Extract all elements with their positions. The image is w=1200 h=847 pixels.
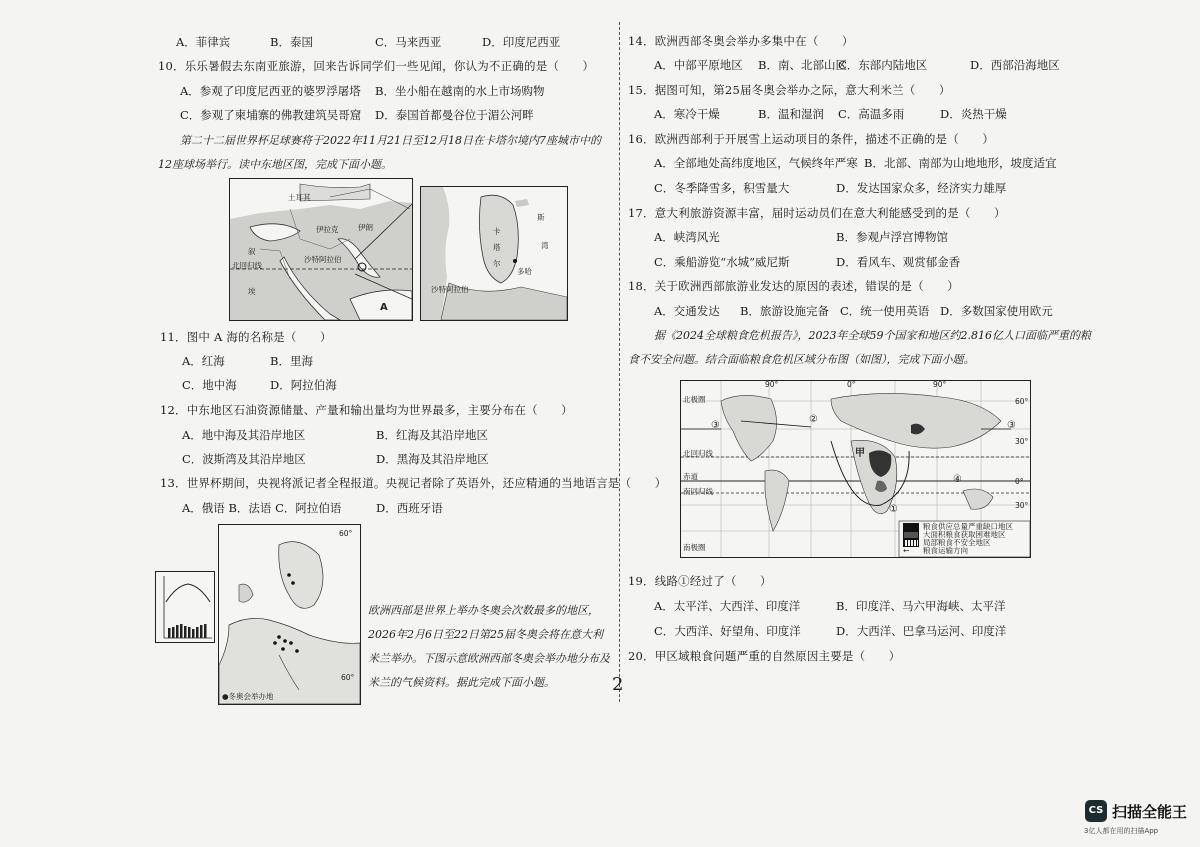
q16-option-d: D．发达国家众多，经济实力雄厚 <box>836 181 1007 195</box>
map1-label-a-sea: A <box>380 302 388 313</box>
q17-option-b: B．参观卢浮宫博物馆 <box>836 230 948 244</box>
map3-lat-60: 60° <box>1015 397 1029 406</box>
q12-option-b: B．红海及其沿岸地区 <box>376 428 488 442</box>
inset-label-ta: 塔 <box>493 243 501 252</box>
q12-option-c: C．波斯湾及其沿岸地区 <box>182 452 306 466</box>
q18-option-d: D．多数国家使用欧元 <box>940 304 1053 318</box>
intro-worldcup-line1: 第二十二届世界杯足球赛将于2022年11月21日至12月18日在卡塔尔境内7座城市中的 <box>180 134 601 147</box>
q15-stem: 15．据图可知，第25届冬奥会举办之际，意大利米兰（ ） <box>628 83 951 97</box>
map1-label-saudi: 沙特阿拉伯 <box>304 255 342 264</box>
q19-stem: 19．线路①经过了（ ） <box>628 574 772 588</box>
q17-stem: 17．意大利旅游资源丰富，届时运动员们在意大利能感受到的是（ ） <box>628 206 1006 220</box>
q9-option-b: B．泰国 <box>270 35 313 49</box>
q10-option-b: B．坐小船在越南的水上市场购物 <box>375 84 545 98</box>
q16-option-b: B．北部、南部为山地地形，坡度适宜 <box>864 156 1057 170</box>
q15-option-d: D．炎热干燥 <box>940 107 1007 121</box>
europe-map-graphic <box>219 525 360 704</box>
inset-label-er: 尔 <box>493 259 501 268</box>
legend-label-severe: 粮食供应总量严重缺口地区 <box>923 522 1013 531</box>
inset-label-si: 斯 <box>537 213 545 222</box>
inset-label-saudi: 沙特阿拉伯 <box>431 285 469 294</box>
legend-label-local: 局部粮食不安全地区 <box>923 538 991 547</box>
map3-lat-0: 0° <box>1015 477 1024 486</box>
q13-option-d: D．西班牙语 <box>376 501 443 515</box>
legend-label-widespread: 大面积粮食获取困难地区 <box>923 530 1006 539</box>
inset-label-ka: 卡 <box>493 227 501 236</box>
map3-route-2: ② <box>809 414 818 425</box>
q11-stem: 11．图中 A 海的名称是（ ） <box>160 330 332 344</box>
map2-legend: ●冬奥会举办地 <box>222 692 274 701</box>
q11-option-a: A．红海 <box>182 354 225 368</box>
map1-label-tropic: 北回归线 <box>232 261 262 270</box>
middle-east-map <box>229 178 413 321</box>
map3-lat-30s: 30° <box>1015 501 1029 510</box>
q18-option-c: C．统一使用英语 <box>840 304 930 318</box>
map3-lat-30: 30° <box>1015 437 1029 446</box>
inset-label-doha: 多哈 <box>517 267 532 276</box>
map3-tropic-cancer: 北回归线 <box>683 449 713 458</box>
map3-equator: 赤道 <box>683 472 698 481</box>
q19-option-a: A．太平洋、大西洋、印度洋 <box>654 599 801 613</box>
map3-route-4: ④ <box>953 474 962 485</box>
q12-option-a: A．地中海及其沿岸地区 <box>182 428 306 442</box>
legend-label-transport: 粮食运输方向 <box>923 546 968 555</box>
intro-food-line1: 据《2024全球粮食危机报告》，2023年全球59个国家和地区约2.816亿人口面临严重的粮 <box>654 329 1091 342</box>
milan-climate-chart-graphic <box>156 572 214 642</box>
q16-option-a: A．全部地处高纬度地区，气候终年严寒 <box>654 156 858 170</box>
map3-route-1: ① <box>889 504 898 515</box>
q9-option-a: A．菲律宾 <box>176 35 231 49</box>
camscanner-tagline: 3亿人都在用的扫描App <box>1084 827 1159 835</box>
q10-option-d: D．泰国首都曼谷位于湄公河畔 <box>375 108 534 122</box>
map1-label-iran: 伊朗 <box>358 223 373 232</box>
q14-option-a: A．中部平原地区 <box>654 58 743 72</box>
qatar-inset-map <box>420 186 568 321</box>
q13-stem: 13．世界杯期间，央视将派记者全程报道。央视记者除了英语外，还应精通的当地语言是（ ） <box>160 476 667 490</box>
q16-stem: 16．欧洲西部利于开展雪上运动项目的条件，描述不正确的是（ ） <box>628 132 995 146</box>
q12-option-d: D．黑海及其沿岸地区 <box>376 452 489 466</box>
map3-route-3-left: ③ <box>711 420 720 431</box>
q14-option-d: D．西部沿海地区 <box>970 58 1060 72</box>
map1-label-egypt: 埃 <box>248 287 256 296</box>
q19-option-d: D．大西洋、巴拿马运河、印度洋 <box>836 624 1007 638</box>
q19-option-b: B．印度洋、马六甲海峡、太平洋 <box>836 599 1006 613</box>
qatar-inset-map-graphic <box>421 187 567 320</box>
page-number: 2 <box>612 674 624 695</box>
q9-option-d: D．印度尼西亚 <box>482 35 561 49</box>
q18-stem: 18．关于欧洲西部旅游业发达的原因的表述，错误的是（ ） <box>628 279 959 293</box>
map1-label-syria: 叙 <box>248 247 256 256</box>
q15-option-b: B．温和湿润 <box>758 107 824 121</box>
q20-stem: 20．甲区域粮食问题严重的自然原因主要是（ ） <box>628 649 901 663</box>
intro-worldcup-line2: 12座球场举行。读中东地区图，完成下面小题。 <box>158 158 392 171</box>
q18-option-a: A．交通发达 <box>654 304 720 318</box>
intro-olympics-line4: 米兰的气候资料。据此完成下面小题。 <box>368 676 555 689</box>
intro-olympics-line2: 2026年2月6日至22日第25届冬奥会将在意大利 <box>368 628 603 641</box>
q10-option-c: C．参观了柬埔寨的佛教建筑吴哥窟 <box>180 108 362 122</box>
map2-label-lat-bottom: 60° <box>341 673 355 682</box>
intro-food-line2: 食不安全问题。结合面临粮食危机区域分布图（如图），完成下面小题。 <box>628 353 975 366</box>
page-fold-line <box>619 22 620 702</box>
q14-option-b: B．南、北部山区 <box>758 58 847 72</box>
camscanner-name: 扫描全能王 <box>1112 803 1188 821</box>
map3-legend-transport <box>903 546 968 556</box>
q17-option-a: A．峡湾风光 <box>654 230 720 244</box>
europe-winter-olympics-map <box>218 524 361 705</box>
middle-east-map-graphic <box>230 179 412 320</box>
q17-option-d: D．看风车、观赏郁金香 <box>836 255 961 269</box>
q16-option-c: C．冬季降雪多，积雪量大 <box>654 181 790 195</box>
world-food-crisis-map <box>680 380 1031 558</box>
q17-option-c: C．乘船游览“水城”威尼斯 <box>654 255 790 269</box>
q10-stem: 10．乐乐暑假去东南亚旅游，回来告诉同学们一些见闻，你认为不正确的是（ ） <box>158 59 595 73</box>
camscanner-logo-icon: CS <box>1085 800 1107 822</box>
map1-label-turkey: 土耳其 <box>288 193 311 202</box>
map3-lon-90w: 90° <box>765 380 779 389</box>
q13-option-abc: A．俄语 B．法语 C．阿拉伯语 <box>182 501 342 515</box>
map1-label-iraq: 伊拉克 <box>316 225 339 234</box>
q14-stem: 14．欧洲西部冬奥会举办多集中在（ ） <box>628 34 854 48</box>
inset-label-wan: 湾 <box>541 241 549 250</box>
intro-olympics-line1: 欧洲西部是世界上举办冬奥会次数最多的地区， <box>368 604 599 617</box>
q11-option-d: D．阿拉伯海 <box>270 378 337 392</box>
map3-lon-90e: 90° <box>933 380 947 389</box>
q9-option-c: C．马来西亚 <box>375 35 442 49</box>
intro-olympics-line3: 米兰举办。下图示意欧洲西部冬奥会举办地分布及 <box>368 652 610 665</box>
map3-tropic-capricorn: 南回归线 <box>683 487 713 496</box>
q19-option-c: C．大西洋、好望角、印度洋 <box>654 624 801 638</box>
q14-option-c: C．东部内陆地区 <box>838 58 928 72</box>
map3-arctic-circle: 北极圈 <box>683 395 706 404</box>
map3-route-3-right: ③ <box>1007 420 1016 431</box>
q11-option-b: B．里海 <box>270 354 313 368</box>
q18-option-b: B．旅游设施完备 <box>740 304 829 318</box>
map3-region-jia: 甲 <box>855 448 865 459</box>
arrow-left-icon: ← <box>903 546 910 555</box>
q15-option-a: A．寒冷干燥 <box>654 107 720 121</box>
milan-climate-chart <box>155 571 215 643</box>
map2-label-lat-top: 60° <box>339 529 353 538</box>
q12-stem: 12．中东地区石油资源储量、产量和输出量均为世界最多，主要分布在（ ） <box>160 403 573 417</box>
q15-option-c: C．高温多雨 <box>838 107 905 121</box>
q10-option-a: A．参观了印度尼西亚的婆罗浮屠塔 <box>180 84 361 98</box>
map3-antarctic-circle: 南极圈 <box>683 543 706 552</box>
q11-option-c: C．地中海 <box>182 378 237 392</box>
map3-lon-0: 0° <box>847 380 856 389</box>
